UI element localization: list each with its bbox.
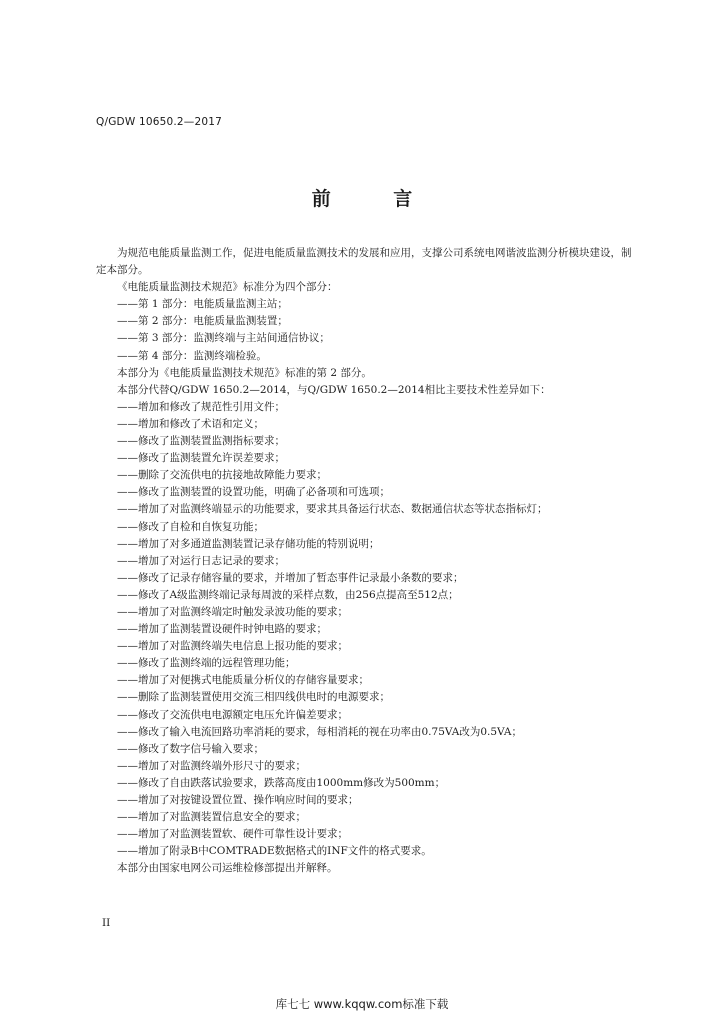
parts-intro-paragraph: 《电能质量监测技术规范》标准分为四个部分： [117, 281, 338, 294]
list-item: ——增加了对便携式电能质量分析仪的存储容量要求； [117, 674, 369, 687]
page-title: 前 言 [311, 188, 441, 210]
list-item: ——增加了对监测终端失电信息上报功能的要求； [117, 640, 348, 653]
changes-list [96, 399, 636, 861]
list-item: ——修改了数字信号输入要求； [117, 742, 264, 755]
intro-paragraph: 为规范电能质量监测工作，促进电能质量监测技术的发展和应用，支撑公司系统电网谐波监测分析模块建设，制定本部分。 [96, 247, 632, 277]
list-item: ——第 1 部分：电能质量监测主站； [117, 298, 288, 311]
footer-watermark: 库七七 www.kqqw.com标准下载 [275, 997, 449, 1011]
list-item: ——第 3 部分：监测终端与主站间通信协议； [117, 332, 330, 345]
list-item: ——增加和修改了术语和定义； [117, 417, 264, 430]
list-item: ——增加了对监测终端定时触发录波功能的要求； [117, 605, 348, 618]
list-item: ——修改了记录存储容量的要求，并增加了暂态事件记录最小条数的要求； [117, 571, 464, 584]
this-part-paragraph: 本部分为《电能质量监测技术规范》标准的第 2 部分。 [117, 366, 372, 379]
list-item: ——修改了监测装置监测指标要求； [117, 435, 285, 448]
list-item: ——第 2 部分：电能质量监测装置； [117, 315, 288, 328]
list-item: ——修改了交流供电电源额定电压允许偏差要求； [117, 708, 348, 721]
list-item: ——删除了监测装置使用交流三相四线供电时的电源要求； [117, 691, 390, 704]
list-item: ——增加了对监测装置信息安全的要求； [117, 811, 306, 824]
list-item: ——修改了自检和自恢复功能； [117, 520, 264, 533]
list-item: ——修改了监测装置允许误差要求； [117, 452, 285, 465]
list-item: ——修改了监测终端的远程管理功能； [117, 657, 296, 670]
document-code: Q/GDW 10650.2—2017 [96, 116, 222, 128]
list-item: ——增加了对监测装置软、硬件可靠性设计要求； [117, 828, 348, 841]
list-item: ——增加了对多通道监测装置记录存储功能的特别说明； [117, 537, 380, 550]
list-item: ——增加了对按键设置位置、操作响应时间的要求； [117, 794, 359, 806]
list-item: ——增加了对监测终端显示的功能要求，要求其具备运行状态、数据通信状态等状态指标灯； [117, 503, 548, 516]
parts-list [96, 296, 636, 364]
list-item: ——修改了输入电流回路功率消耗的要求，每相消耗的视在功率由0.75VA改为0.5VA； [117, 725, 522, 738]
replaces-paragraph: 本部分代替Q/GDW 1650.2—2014，与Q/GDW 1650.2—2014相比主要技术性差异如下： [117, 383, 551, 396]
page-number: II [102, 917, 111, 929]
list-item: ——增加了对监测终端外形尺寸的要求； [117, 759, 306, 772]
list-item: ——修改了A级监测终端记录每周波的采样点数，由256点提高至512点； [117, 588, 459, 601]
document-body [96, 245, 636, 877]
list-item: ——增加了对运行日志记录的要求； [117, 554, 285, 567]
list-item: ——修改了监测装置的设置功能，明确了必备项和可选项； [117, 486, 390, 499]
list-item: ——第 4 部分：监测终端检验。 [117, 349, 267, 362]
list-item: ——增加了附录B中COMTRADE数据格式的INF文件的格式要求。 [117, 845, 432, 858]
list-item: ——增加和修改了规范性引用文件； [117, 400, 285, 413]
list-item: ——删除了交流供电的抗接地故障能力要求； [117, 469, 327, 482]
list-item: ——增加了监测装置设硬件时钟电路的要求； [117, 623, 327, 636]
closing-paragraph: 本部分由国家电网公司运维检修部提出并解释。 [117, 862, 338, 875]
list-item: ——修改了自由跌落试验要求，跌落高度由1000mm修改为500mm； [117, 776, 446, 789]
